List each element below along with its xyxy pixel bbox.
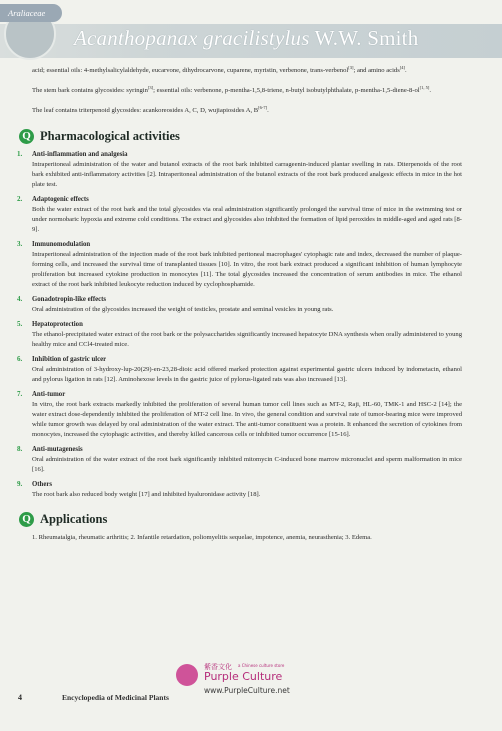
item-number: 9. [17,479,23,488]
item-number: 7. [17,389,23,398]
pharmacology-item [17,354,462,385]
applications-text: 1. Rheumatalgia, rheumatic arthritis; 2. Infantile retardation, poliomyelitis sequelae, impotence, anemia, neurasthenia; 3. Edema. [32,533,372,541]
book-title: Encyclopedia of Medicinal Plants [62,693,169,702]
item-text: The ethanol-precipitated water extract of the root bark or the polysaccharides significantly increased hepatocyte DNA synthesis when orally administered to young healthy mice and CCl4-treated mice. [32,330,462,348]
pharmacology-item [17,149,462,190]
item-title: Anti-tumor [32,390,66,398]
item-title: Immunomodulation [32,240,91,248]
item-title: Hepatoprotection [32,320,83,328]
pharmacology-item [17,239,462,290]
item-title: Anti-inflammation and analgesia [32,150,128,158]
watermark-logo [176,662,376,700]
item-title: Inhibition of gastric ulcer [32,355,107,363]
species-author: W.W. Smith [314,26,419,50]
item-text: In vitro, the root bark extracts markedly inhibited the proliferation of several human tumor cell lines such as MT-2, Raji, HL-60, TMK-1 and HSC-2 [14]; the water extract dose-dependently inhibited the proliferation of MT-2 cell line. In vivo, the general condition and survival rate of tumor-bearing mice were improved while tumor growth was delayed by oral administration of the water extract. The anti-tumor constituent was a protein. It enhanced the secretion of cytokines from monocytes, increased the cytophagic activities, and thereby killed cancerous cells or inhibited tumor occurrence [15-16]. [32,400,462,438]
item-number: 5. [17,319,23,328]
item-text: The root bark also reduced body weight [17] and inhibited hyaluronidase activity [18]. [32,490,261,498]
section-badge-icon: Q [19,512,34,527]
item-text: Intraperitoneal administration of the injection made of the root bark inhibited peritoneal macrophages' cytophagic rate and index, decreased the number of plaque-forming cells, and increased the survival time of transplanted tissues [10]. In vitro, the root bark extract produced a significant inhibition of human lymphocyte proliferation but increased cytokine production in monocytes [11]. The total glycosides increased the concentration of serum antibodies in mice. The ethanol extract of the root bark inhibited leukocyte reduction induced by cyclophosphamide. [32,250,462,288]
pharmacology-item [17,389,462,440]
watermark-emblem-icon [176,664,198,686]
applications-title: Applications [40,511,108,526]
pharmacology-heading [19,129,462,144]
watermark-name: Purple Culture [204,670,283,683]
page-number: 4 [18,693,22,702]
stem-bark-paragraph: The stem bark contains glycosides: syringin[3]; essential oils: verbenone, p-mentha-1,5,8-triene, n-butyl isobutylphthalate, p-mentha-1,5-diene-8-ol[1, 5]. [32,85,432,95]
item-title: Others [32,480,53,488]
species-title [74,26,418,51]
item-title: Adaptogenic effects [32,195,89,203]
watermark-tagline: a Chinese culture store [238,663,285,668]
item-text: Both the water extract of the root bark and the total glycosides via oral administration significantly prolonged the survival time of mice in the swimming test or under normobaric hypoxia and extreme cold conditions. The extract and glycosides also inhibited the formation of lipid peroxides in middle-aged and aged rats [8-9]. [32,205,462,233]
pharmacology-item [17,294,462,315]
item-title: Gonadotropin-like effects [32,295,107,303]
pharmacology-item [17,319,462,350]
section-badge-icon: Q [19,129,34,144]
item-text: Intraperitoneal administration of the water and butanol extracts of the root bark inhibited carrageenin-induced plantar swelling in rats. Diterpenoids of the root bark exhibited anti-inflammatory activities [2]. Intraperitoneal administration of the butanol extracts of the root bark produced analgesic effects in mice in the hot plate test. [32,160,462,188]
item-number: 2. [17,194,23,203]
item-text: Oral administration of the water extract of the root bark significantly inhibited mitomycin C-induced bone marrow micronuclei and sperm malformation in mice [16]. [32,455,462,473]
item-text: Oral administration of the glycosides increased the weight of testicles, prostate and seminal vesicles in young rats. [32,305,334,313]
item-title: Anti-mutagenesis [32,445,83,453]
watermark-url: www.PurpleCulture.net [204,686,290,695]
item-number: 4. [17,294,23,303]
applications-heading [19,512,462,527]
item-number: 8. [17,444,23,453]
item-number: 1. [17,149,23,158]
species-name: Acanthopanax gracilistylus [74,26,310,50]
leaf-paragraph: The leaf contains triterpenoid glycosides: acankoreosides A, C, D, wujiapiosides A, B[6-7]. [32,105,269,115]
pharmacology-item [17,194,462,235]
item-number: 3. [17,239,23,248]
main-content [17,63,462,550]
item-number: 6. [17,354,23,363]
family-tab: Araliaceae [0,4,62,22]
intro-paragraph: acid; essential oils: 4-methylsalicylaldehyde, eucarvone, dihydrocarvone, cuparene, myristin, verbenone, trans-verbenol[3]; and amino acids[4]. [32,65,407,75]
item-text: Oral administration of 3-hydroxy-lup-20(29)-en-23,28-dioic acid offered marked protection against experimental gastric ulcers induced by indometacin, ethanol and pylorus ligation in rats [12]. Aminohexose levels in the gastric juice of pylorus-ligated rats was also increased [13]. [32,365,462,383]
pharmacology-list [17,149,462,500]
watermark-cn: 紫香文化 [204,663,232,671]
pharmacology-item [17,444,462,475]
pharmacology-title: Pharmacological activities [40,128,180,143]
pharmacology-item [17,479,462,500]
